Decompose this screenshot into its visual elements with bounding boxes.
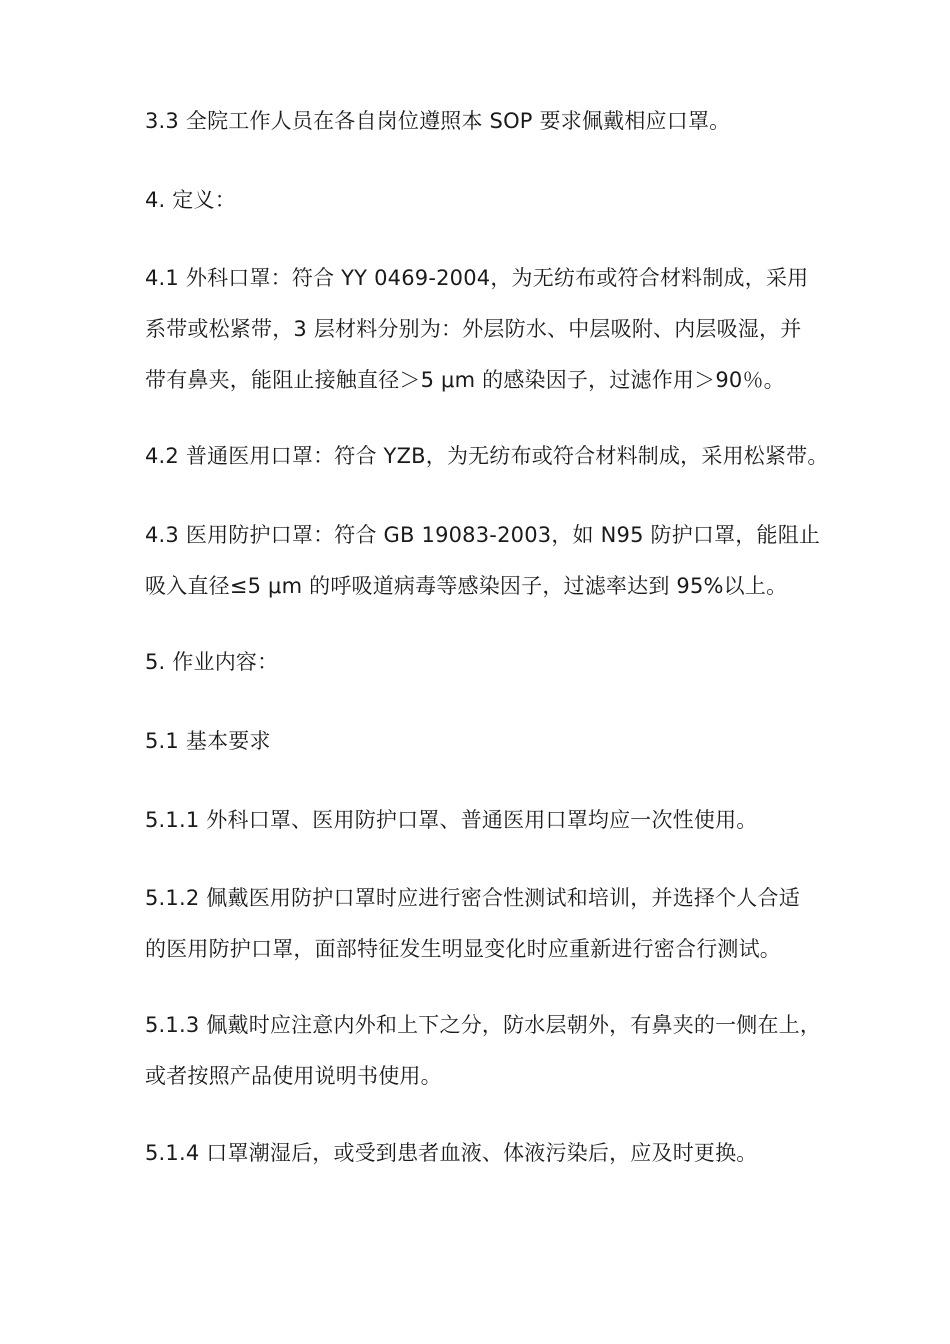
paragraph-5-1-4	[145, 1128, 815, 1179]
paragraph-5-1-1	[145, 795, 815, 846]
paragraph-line: 吸入直径≤5 μm 的呼吸道病毒等感染因子，过滤率达到 95%以上。	[145, 574, 788, 598]
paragraph-line: 系带或松紧带，3 层材料分别为：外层防水、中层吸附、内层吸湿，并	[145, 317, 802, 341]
heading-5-1-basic-requirements	[145, 716, 815, 767]
paragraph-5-1-3	[145, 1000, 822, 1102]
paragraph-line: 5.1.3 佩戴时应注意内外和上下之分，防水层朝外，有鼻夹的一侧在上，	[145, 1013, 822, 1037]
heading-4-definitions	[145, 175, 815, 226]
paragraph-line: 5. 作业内容：	[145, 650, 279, 674]
paragraph-4-1	[145, 253, 815, 406]
paragraph-line: 4.3 医用防护口罩：符合 GB 19083-2003，如 N95 防护口罩，能阻止	[145, 523, 821, 547]
heading-5-work-content	[145, 637, 815, 688]
paragraph-line: 4.1 外科口罩：符合 YY 0469-2004，为无纺布或符合材料制成，采用	[145, 266, 809, 290]
paragraph-4-2	[145, 431, 829, 482]
paragraph-line: 5.1.2 佩戴医用防护口罩时应进行密合性测试和培训，并选择个人合适	[145, 886, 800, 910]
paragraph-line: 的医用防护口罩，面部特征发生明显变化时应重新进行密合行测试。	[145, 937, 781, 961]
paragraph-line: 5.1.1 外科口罩、医用防护口罩、普通医用口罩均应一次性使用。	[145, 808, 758, 832]
paragraph-line: 5.1.4 口罩潮湿后，或受到患者血液、体液污染后，应及时更换。	[145, 1141, 758, 1165]
paragraph-line: 4. 定义：	[145, 188, 236, 212]
paragraph-3-3	[145, 96, 815, 147]
paragraph-line: 带有鼻夹，能阻止接触直径＞5 μm 的感染因子，过滤作用＞90％。	[145, 368, 785, 392]
paragraph-line: 4.2 普通医用口罩：符合 YZB，为无纺布或符合材料制成，采用松紧带。	[145, 444, 829, 468]
paragraph-line: 3.3 全院工作人员在各自岗位遵照本 SOP 要求佩戴相应口罩。	[145, 109, 731, 133]
paragraph-line: 或者按照产品使用说明书使用。	[145, 1064, 442, 1088]
paragraph-4-3	[145, 510, 821, 612]
paragraph-5-1-2	[145, 873, 815, 975]
paragraph-line: 5.1 基本要求	[145, 729, 271, 753]
